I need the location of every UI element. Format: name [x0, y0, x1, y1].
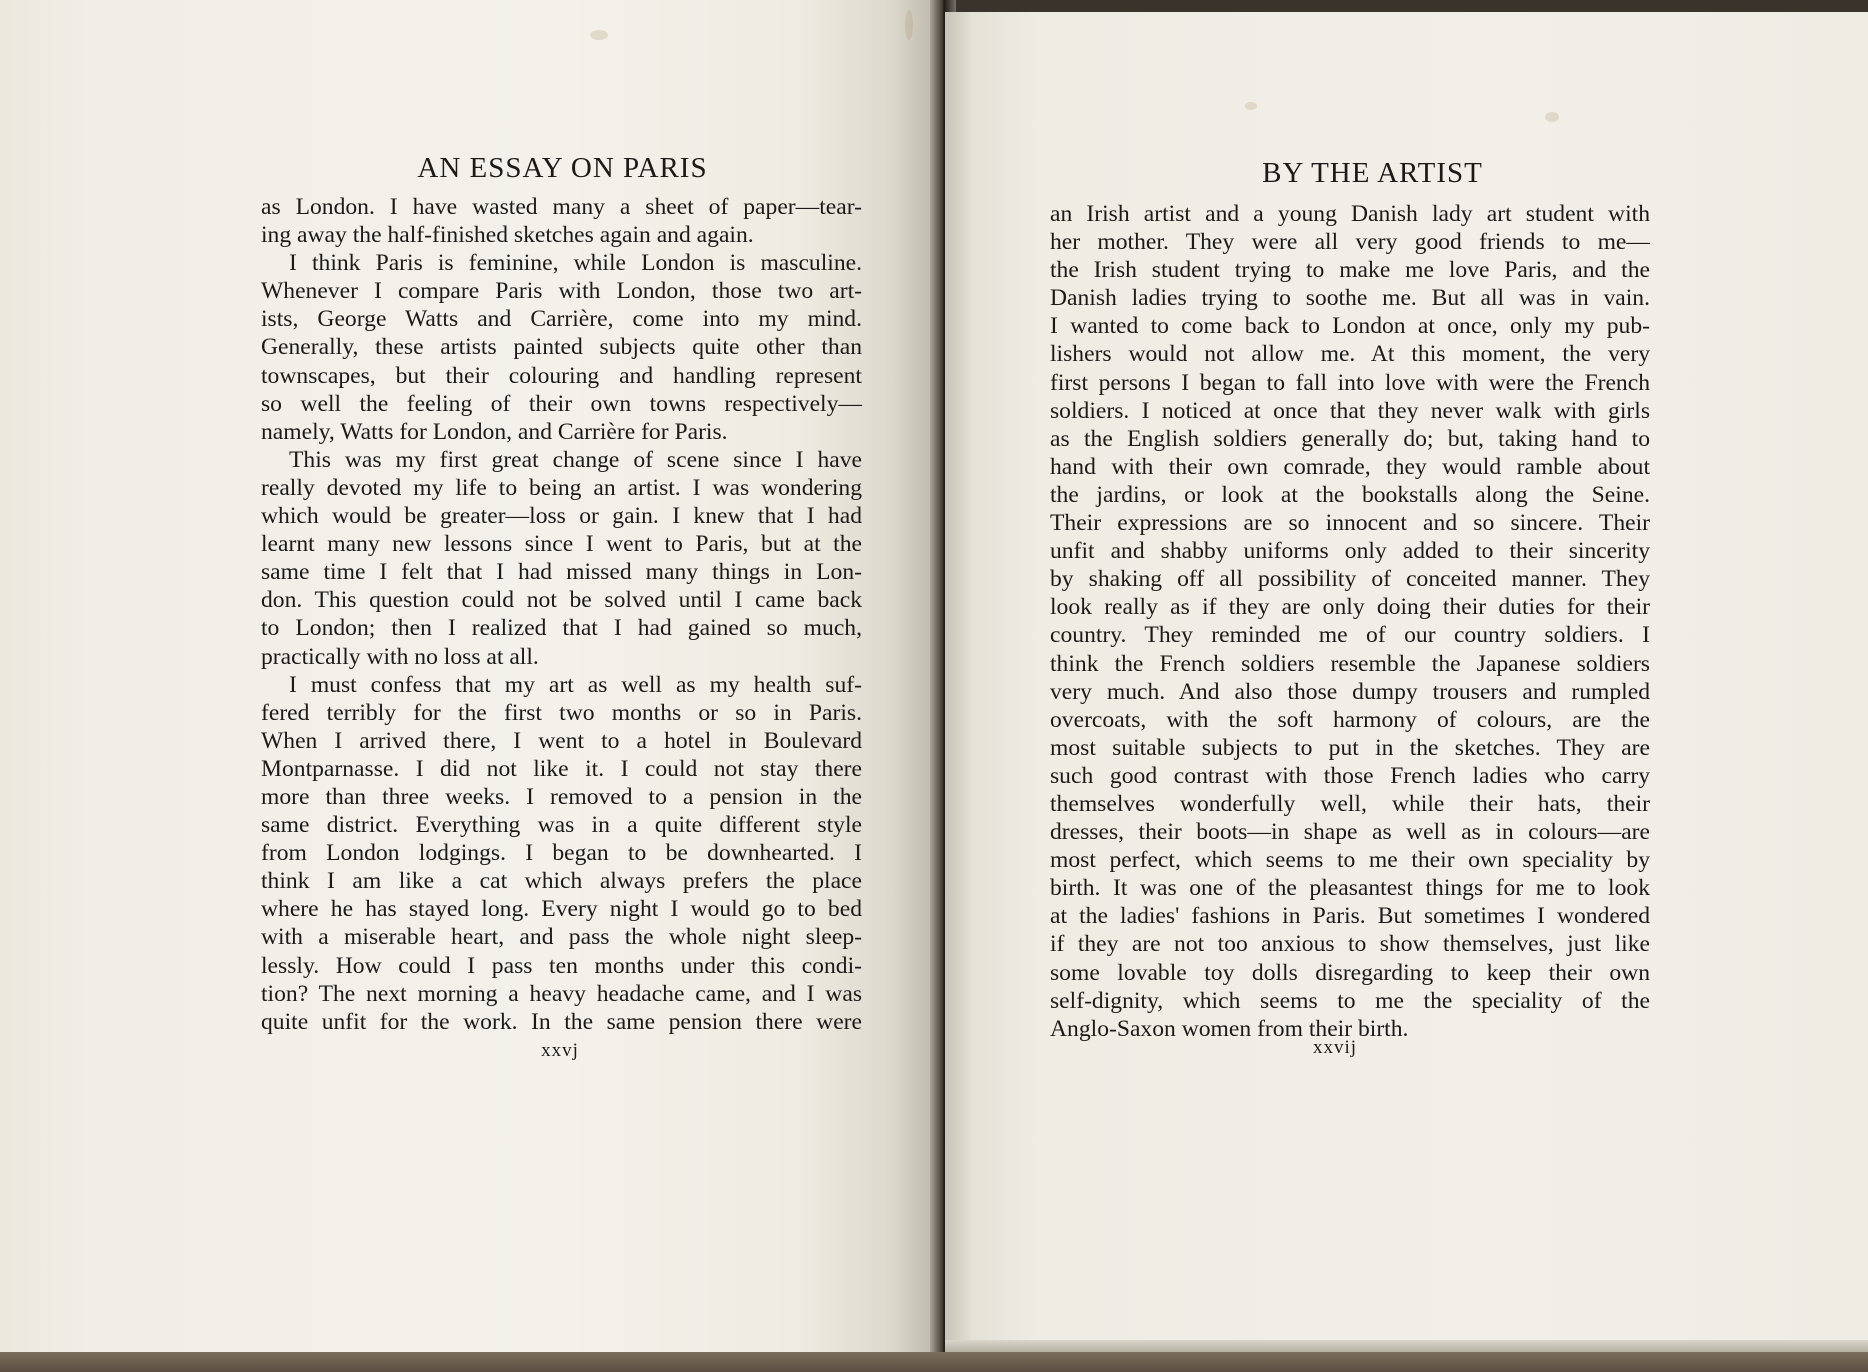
text-line: very much. And also those dumpy trousers and rumpled: [1050, 678, 1650, 705]
text-line: namely, Watts for London, and Carrière for Paris.: [261, 418, 728, 445]
text-line: ists, George Watts and Carrière, come into my mind.: [261, 306, 862, 333]
text-line: most suitable subjects to put in the sketches. They are: [1050, 734, 1650, 761]
text-line: fered terribly for the first two months or so in Paris.: [261, 699, 862, 726]
text-line: her mother. They were all very good friends to me—: [1050, 229, 1650, 256]
text-line: the jardins, or look at the bookstalls along the Seine.: [1050, 481, 1650, 508]
text-line: birth. It was one of the pleasantest things for me to look: [1050, 875, 1650, 902]
text-line: I wanted to come back to London at once, only my pub-: [1050, 313, 1650, 340]
paper-stain: [1545, 112, 1559, 122]
text-line: soldiers. I noticed at once that they never walk with girls: [1050, 397, 1650, 424]
paper-stain: [1245, 102, 1257, 110]
text-line: Montparnasse. I did not like it. I could not stay there: [261, 755, 862, 782]
text-line: if they are not too anxious to show themselves, just like: [1050, 931, 1650, 958]
text-line: Generally, these artists painted subjects quite other than: [261, 334, 862, 361]
text-line: as the English soldiers generally do; but, taking hand to: [1050, 425, 1650, 452]
text-line: an Irish artist and a young Danish lady art student with: [1050, 201, 1650, 227]
folio-right: xxvij: [1312, 1037, 1358, 1058]
text-line: some lovable toy dolls disregarding to keep their own: [1050, 959, 1650, 986]
folio-left: xxvj: [541, 1040, 579, 1061]
text-line: most perfect, which seems to me their own speciality by: [1050, 847, 1650, 874]
text-line: unfit and shabby uniforms only added to their sincerity: [1050, 538, 1650, 565]
text-line: themselves wonderfully well, while their hats, their: [1050, 790, 1650, 817]
text-line: so well the feeling of their own towns respectively—: [261, 390, 862, 417]
text-line: I must confess that my art as well as my health suf-: [289, 671, 862, 698]
text-line: to London; then I realized that I had gained so much,: [261, 615, 862, 642]
text-line: learnt many new lessons since I went to Paris, but at the: [261, 531, 862, 558]
right-page: [945, 12, 1868, 1352]
text-line: hand with their own comrade, they would ramble about: [1050, 453, 1650, 480]
text-line: more than three weeks. I removed to a pension in the: [261, 783, 862, 810]
text-line: Anglo-Saxon women from their birth.: [1050, 1015, 1409, 1042]
text-line: dresses, their boots—in shape as well as in colours—are: [1050, 819, 1650, 846]
text-line: as London. I have wasted many a sheet of paper—tear-: [261, 194, 862, 220]
text-line: Their expressions are so innocent and so sincere. Their: [1050, 510, 1650, 537]
text-line: lessly. How could I pass ten months under this condi-: [261, 952, 862, 979]
left-page-text: [261, 193, 862, 1036]
text-line: from London lodgings. I began to be downhearted. I: [261, 840, 862, 867]
text-line: really devoted my life to being an artist. I was wondering: [261, 474, 862, 501]
text-line: I think Paris is feminine, while London is masculine.: [289, 250, 862, 277]
text-line: the Irish student trying to make me love Paris, and the: [1050, 257, 1650, 284]
book-cover-edge: [0, 1352, 1868, 1372]
text-line: think the French soldiers resemble the Japanese soldiers: [1050, 650, 1650, 677]
paper-stain: [905, 10, 913, 40]
text-line: which would be greater—loss or gain. I knew that I had: [261, 503, 862, 530]
text-line: think I am like a cat which always prefers the place: [261, 868, 862, 895]
text-line: Whenever I compare Paris with London, those two art-: [261, 278, 862, 305]
text-line: look really as if they are only doing their duties for their: [1050, 594, 1650, 621]
running-head-right: BY THE ARTIST: [1262, 157, 1483, 189]
text-line: practically with no loss at all.: [261, 643, 539, 670]
text-line: first persons I began to fall into love with were the French: [1050, 369, 1650, 396]
text-line: tion? The next morning a heavy headache came, and I was: [261, 980, 862, 1007]
text-line: with a miserable heart, and pass the whole night sleep-: [261, 924, 862, 951]
text-line: self-dignity, which seems to me the speciality of the: [1050, 987, 1650, 1014]
text-line: lishers would not allow me. At this moment, the very: [1050, 341, 1650, 368]
text-line: same time I felt that I had missed many things in Lon-: [261, 559, 862, 586]
text-line: overcoats, with the soft harmony of colours, are the: [1050, 706, 1650, 733]
text-line: don. This question could not be solved until I came back: [261, 587, 862, 614]
text-line: When I arrived there, I went to a hotel in Boulevard: [261, 727, 862, 754]
text-line: ing away the half-finished sketches again and again.: [261, 222, 754, 249]
text-line: such good contrast with those French ladies who carry: [1050, 762, 1650, 789]
right-page-text: [1050, 200, 1650, 1043]
running-head-left: AN ESSAY ON PARIS: [417, 152, 708, 184]
text-line: This was my first great change of scene since I have: [289, 446, 862, 473]
text-line: country. They reminded me of our country soldiers. I: [1050, 622, 1650, 649]
text-line: Danish ladies trying to soothe me. But all was in vain.: [1050, 285, 1650, 312]
paper-stain: [590, 30, 608, 40]
text-line: at the ladies' fashions in Paris. But sometimes I wondered: [1050, 903, 1650, 930]
text-line: townscapes, but their colouring and handling represent: [261, 362, 862, 389]
text-line: where he has stayed long. Every night I would go to bed: [261, 896, 862, 923]
text-line: same district. Everything was in a quite different style: [261, 812, 862, 839]
text-line: quite unfit for the work. In the same pension there were: [261, 1008, 862, 1035]
text-line: by shaking off all possibility of conceited manner. They: [1050, 566, 1650, 593]
